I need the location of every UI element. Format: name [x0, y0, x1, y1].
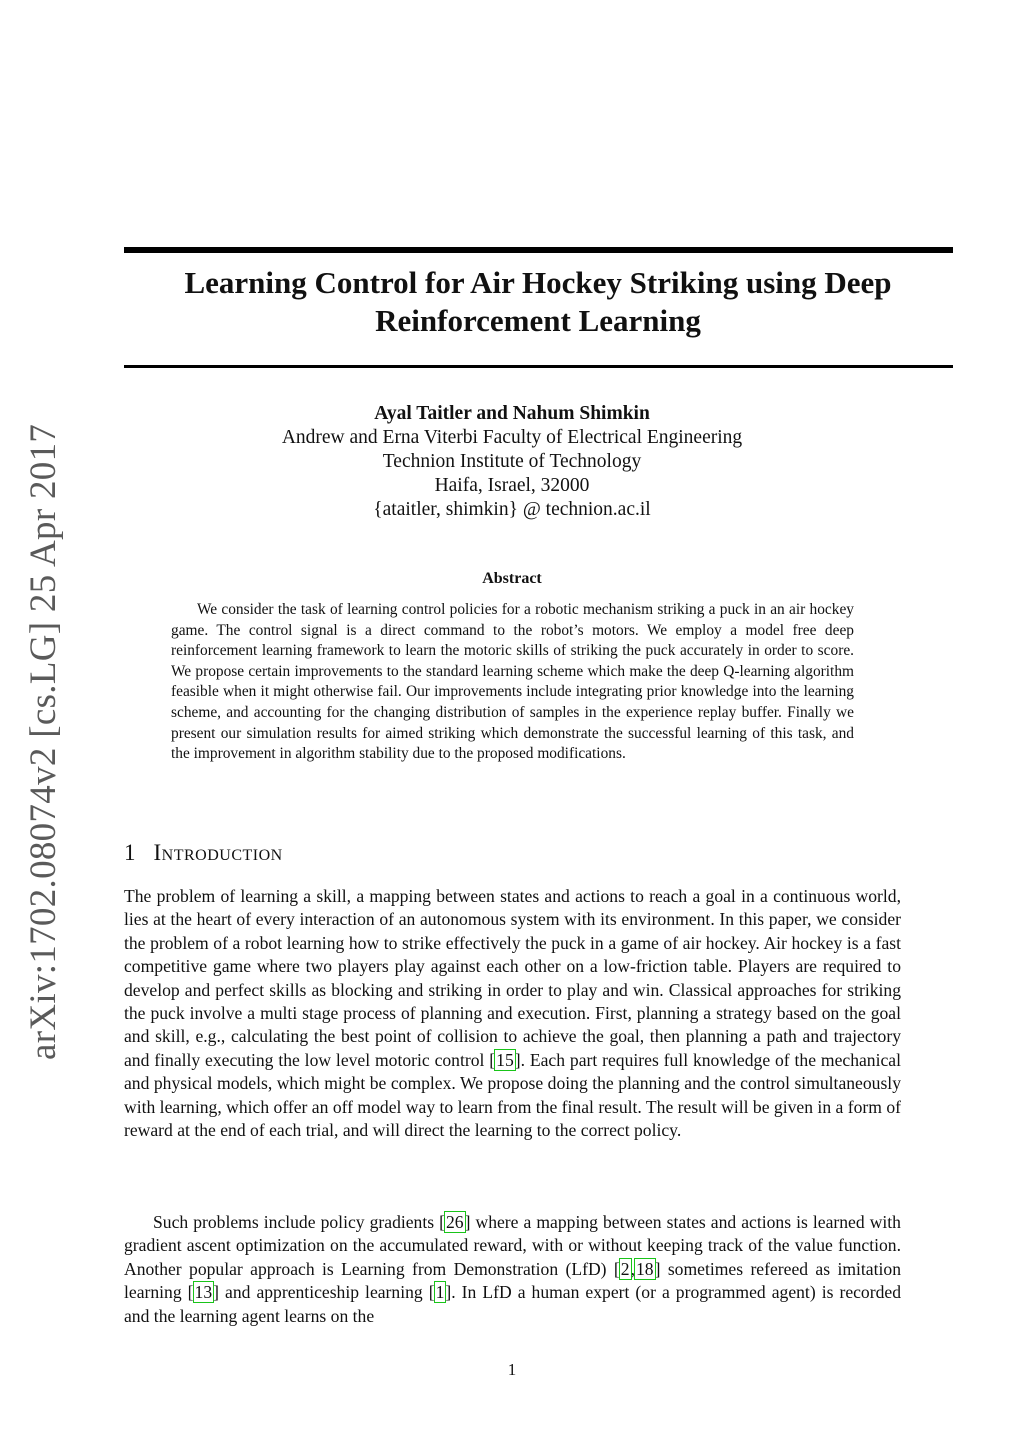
- author-email: {ataitler, shimkin} @ technion.ac.il: [373, 499, 651, 520]
- intro-paragraph-2: Such problems include policy gradients [26] where a mapping between states and actions is learned with gradient ascent optimization on the accumulated reward, with or without keeping track of the value function. Another popular approach is Learning from Demonstration (LfD) [2,18] sometimes refereed as imitation learning [13] and apprenticeship learning [1]. In LfD a human expert (or a programmed agent) is recorded and the learning agent learns on the: [124, 1212, 901, 1326]
- section-heading: [124, 840, 283, 866]
- abstract-heading: Abstract: [482, 570, 542, 587]
- citation-separator: ,: [630, 1258, 635, 1279]
- paragraph-text: where a mapping between states and actions is learned with gradient ascent optimization on the accumulated reward, with or without keeping track of the value function. Another popular approach is Learning from Demonstration (LfD): [124, 1212, 901, 1279]
- citation-link[interactable]: 18: [635, 1258, 654, 1279]
- title-top-rule: [124, 247, 953, 253]
- page-number: 1: [507, 1360, 517, 1379]
- intro-paragraph-1: [124, 885, 901, 1142]
- author-address: Haifa, Israel, 32000: [434, 475, 590, 496]
- citation-link[interactable]: 26: [446, 1212, 464, 1232]
- paragraph-text: sometimes refereed as imitation learning: [124, 1258, 901, 1303]
- paper-title: Learning Control for Air Hockey Striking using Deep Reinforcement Learning: [184, 265, 892, 338]
- arxiv-identifier: arXiv:1702.08074v2 [cs.LG] 25 Apr 2017: [23, 423, 64, 1060]
- author-affiliation: Andrew and Erna Viterbi Faculty of Electrical Engineering: [281, 427, 743, 448]
- citation-link[interactable]: 15: [496, 1049, 514, 1070]
- citation-bracket-open: [: [489, 1049, 496, 1070]
- section-title: Introduction: [153, 840, 283, 865]
- citation-link[interactable]: 2: [620, 1258, 630, 1279]
- citation-link[interactable]: 13: [194, 1282, 213, 1303]
- paragraph-text: The problem of learning a skill, a mapping between states and actions to reach a goal in a continuous world, lies at the heart of every interaction of an autonomous system with its environment. In this paper, we consider the problem of a robot learning how to strike effectively the puck in a game of air hockey. Air hockey is a fast competitive game where two players play against each other on a low-friction table. Players are required to develop and perfect skills as blocking and striking in order to play and win. Classical approaches for striking the puck involve a multi stage process of planning and execution. First, planning a strategy based on the goal and skill, e.g., calculating the best point of collision to achieve the goal, then planning a path and trajectory and finally executing the low level motoric control: [124, 886, 901, 1070]
- author-names: Ayal Taitler and Nahum Shimkin: [374, 403, 650, 424]
- abstract-text: We consider the task of learning control policies for a robotic mechanism striking a puck in an air hockey game. The control signal is a direct command to the robot’s motors. We employ a model free deep reinforcement learning framework to learn the motoric skills of striking the puck accurately in order to score. We propose certain improvements to the standard learning scheme which make the deep Q-learning algorithm feasible when it might otherwise fail. Our improvements include integrating prior knowledge into the learning scheme, and accounting for the changing distribution of samples in the experience replay buffer. Finally we present our simulation results for aimed striking which demonstrate the successful learning of this task, and the improvement in algorithm stability due to the proposed modifications.: [171, 601, 854, 763]
- author-institute: Technion Institute of Technology: [382, 451, 642, 472]
- paragraph-text: and apprenticeship learning: [218, 1282, 429, 1303]
- author-block: [112, 402, 912, 522]
- title-bottom-rule: [124, 365, 953, 368]
- section-number: 1: [124, 840, 136, 865]
- paragraph-text: . Each part requires full knowledge of the mechanical and physical models, which might be complex. We propose doing the planning and the control simultaneously with learning, which offer an off model way to learn from the final result. The result will be given in a form of reward at the end of each trial, and will direct the learning to the correct policy.: [124, 1049, 901, 1141]
- paragraph-text: . In LfD a human expert (or a programmed agent) is recorded and the learning agent learns on the: [124, 1282, 901, 1326]
- citation-link[interactable]: 1: [435, 1282, 445, 1303]
- citation-bracket-close: ]: [514, 1049, 521, 1070]
- paragraph-text: Such problems include policy gradients: [153, 1212, 440, 1232]
